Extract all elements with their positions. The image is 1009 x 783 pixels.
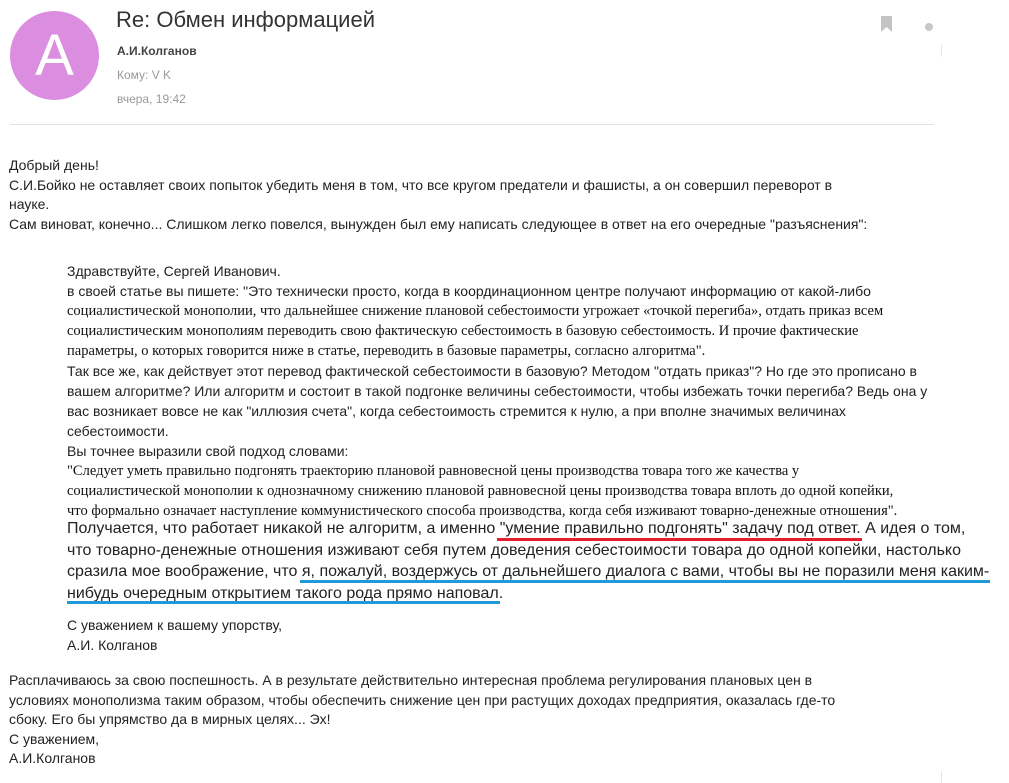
quote-line: сразила мое воображение, что я, пожалуй, воздержусь от дальнейшего диалога с вами, чтобы вы не поразили меня каким- bbox=[67, 563, 990, 580]
quote-line: параметры, о которых говорится ниже в статье, переводить в базовые параметры, согласно алгоритма". bbox=[67, 343, 706, 359]
intro-line: Добрый день! bbox=[9, 157, 99, 173]
intro-line: науке. bbox=[9, 196, 50, 212]
quote-line: себестоимости. bbox=[67, 423, 169, 439]
outro-text bbox=[9, 671, 835, 769]
quote-line: Здравствуйте, Сергей Иванович. bbox=[67, 263, 281, 279]
quote-line: что формально означает наступление коммунистического способа производства, когда себя изживают товарно-денежные отношения". bbox=[67, 503, 898, 519]
outro-line: А.И.Колганов bbox=[9, 750, 96, 766]
quote-question bbox=[67, 361, 927, 461]
quote-line: вашем алгоритме? Или алгоритм и состоит в такой подгонке величины себестоимости, чтобы избежать точки перегиба? Ведь она у bbox=[67, 383, 928, 399]
quote-line: социалистической монополии к однозначному снижению плановой равновесной цены производства товара вплоть до одной копейки, bbox=[67, 483, 894, 499]
blue-underline-mark bbox=[300, 580, 990, 583]
intro-line: С.И.Бойко не оставляет своих попыток убедить меня в том, что все кругом предатели и фашисты, а он совершил переворот в bbox=[9, 176, 833, 193]
quote-signature bbox=[67, 615, 282, 655]
outro-line: условиях монополизма таким образом, чтобы обеспечить снижение цен при растущих доходах предприятия, оказалась где-то bbox=[9, 691, 836, 708]
quote-line: Получается, что работает никакой не алгоритм, а именно "умение правильно подгонять" задачу под ответ. А идея о том, bbox=[67, 520, 966, 537]
quote-citation-1 bbox=[67, 301, 883, 361]
sender-name[interactable]: А.И.Колганов bbox=[117, 44, 197, 58]
bookmark-icon[interactable] bbox=[881, 16, 892, 32]
header-divider bbox=[10, 124, 934, 125]
sender-avatar[interactable]: A bbox=[10, 11, 99, 100]
quote-conclusion bbox=[67, 518, 989, 604]
unread-dot-icon[interactable] bbox=[925, 23, 933, 31]
outro-line: сбоку. Его бы упрямство да в мирных целях... Эх! bbox=[9, 711, 331, 727]
scroll-edge-top bbox=[941, 45, 942, 57]
quote-line: Вы точнее выразили свой подход словами: bbox=[67, 443, 349, 459]
sent-time: вчера, 19:42 bbox=[117, 92, 186, 106]
quote-citation-2 bbox=[67, 461, 897, 521]
quote-line: С уважением к вашему упорству, bbox=[67, 617, 283, 633]
quote-line: социалистическим монополиям переводить свою фактическую себестоимость в базовую себестоимость. И прочие фактические bbox=[67, 323, 859, 339]
quote-line: вас возникает вовсе не как "иллюзия счета", когда себестоимость стремится к нулю, а при вполне значимых величинах bbox=[67, 403, 846, 419]
email-subject: Re: Обмен информацией bbox=[116, 7, 375, 32]
quote-line: социалистической монополии, что дальнейшее снижение плановой себестоимости угрожает «точкой перегиба», отдать приказ всем bbox=[67, 303, 884, 319]
scroll-edge-bottom bbox=[941, 771, 942, 783]
quote-line: "Следует уметь правильно подгонять траекторию плановой равновесной цены производства товара того же качества у bbox=[67, 463, 800, 479]
quote-line: А.И. Колганов bbox=[67, 637, 158, 653]
outro-line: С уважением, bbox=[9, 730, 100, 747]
blue-underline-mark bbox=[67, 601, 500, 604]
quote-line: в своей статье вы пишете: "Это технически просто, когда в координационном центре получают информацию от какой-либо bbox=[67, 283, 871, 299]
outro-line: Расплачиваюсь за свою поспешность. А в результате действительно интересная проблема регулирования плановых цен в bbox=[9, 672, 813, 688]
intro-text bbox=[9, 156, 867, 234]
recipient-line: Кому: V K bbox=[117, 68, 172, 82]
quote-line: нибудь очередным открытием такого рода прямо наповал. bbox=[67, 584, 504, 602]
quote-line: что товарно-денежные отношения изживают себя путем доведения себестоимости товара до одной копейки, настолько bbox=[67, 541, 961, 559]
intro-line: Сам виноват, конечно... Слишком легко повелся, вынужден был ему написать следующее в ответ на его очередные "разъяснения": bbox=[9, 215, 868, 232]
quote-greeting bbox=[67, 261, 871, 301]
quote-line: Так все же, как действует этот перевод фактической себестоимости в базовую? Методом "отдать приказ"? Но где это прописано в bbox=[67, 363, 917, 379]
red-underline-mark bbox=[497, 538, 862, 541]
